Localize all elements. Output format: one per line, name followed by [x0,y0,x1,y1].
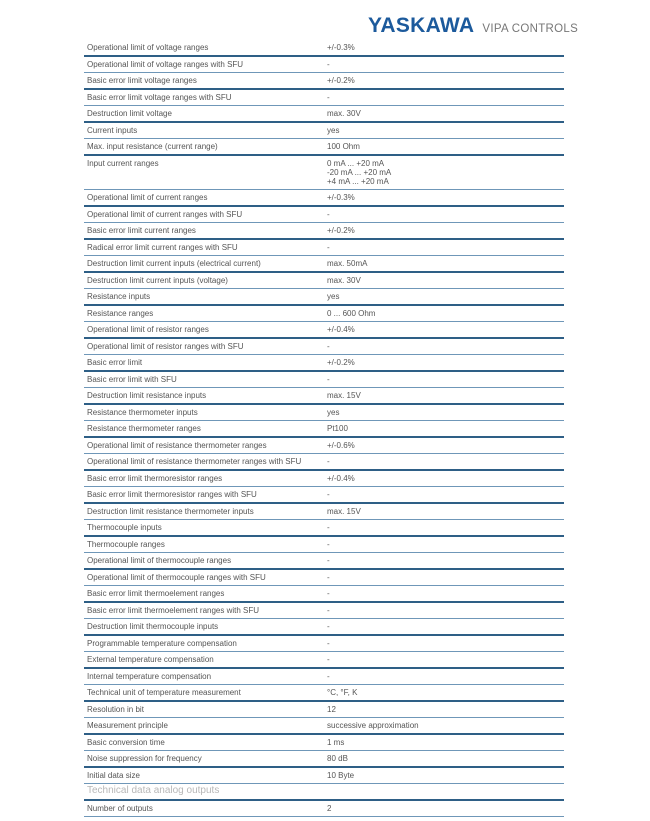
row-label: Resistance thermometer inputs [87,408,198,417]
row-value: +/-0.4% [327,474,355,483]
row-label: Operational limit of voltage ranges [87,43,209,52]
table-row [84,223,564,240]
row-label: Resolution in bit [87,705,144,714]
row-label: Basic error limit [87,358,143,367]
row-label: Basic error limit thermoresistor ranges with SFU [87,490,257,499]
row-value: +/-0.6% [327,441,355,450]
row-label: Operational limit of resistor ranges [87,325,209,334]
row-value: - [327,60,330,69]
row-label: Destruction limit resistance thermometer inputs [87,507,254,516]
row-value: - [327,457,330,466]
table-row [84,190,564,207]
row-label: Destruction limit thermocouple inputs [87,622,219,631]
row-label: Basic conversion time [87,738,165,747]
row-value: - [327,589,330,598]
row-value: +/-0.2% [327,226,355,235]
row-label: Noise suppression for frequency [87,754,202,763]
row-value: max. 30V [327,109,361,118]
row-label: Input current ranges [87,159,159,168]
row-value: - [327,639,330,648]
technical-data-table [84,40,564,784]
row-label: Basic error limit voltage ranges [87,76,197,85]
row-value: +/-0.2% [327,76,355,85]
table-row [84,669,564,685]
row-label: Operational limit of resistor ranges with SFU [87,342,244,351]
row-value: 12 [327,705,336,714]
table-row [84,207,564,223]
table-row [84,619,564,636]
row-value: yes [327,126,340,135]
table-row [84,405,564,421]
table-row [84,256,564,273]
row-label: Technical unit of temperature measurement [87,688,241,697]
table-row [84,57,564,73]
table-row [84,685,564,702]
table-row [84,487,564,504]
row-label: Programmable temperature compensation [87,639,237,648]
row-value: 0 mA ... +20 mA -20 mA ... +20 mA +4 mA ... +20 mA [327,159,392,186]
row-value: 2 [327,804,332,813]
table-row [84,718,564,735]
row-label: Initial data size [87,771,140,780]
table-row [84,636,564,652]
row-value: max. 15V [327,391,361,400]
row-label: Operational limit of resistance thermometer ranges with SFU [87,457,302,466]
table-row [84,289,564,306]
table-row [84,306,564,322]
row-value: yes [327,408,340,417]
table-row [84,454,564,471]
row-label: Basic error limit voltage ranges with SFU [87,93,232,102]
row-value: - [327,243,330,252]
row-label: Operational limit of current ranges [87,193,208,202]
row-value: successive approximation [327,721,419,730]
row-value: - [327,606,330,615]
table-row [84,421,564,438]
row-label: Thermocouple inputs [87,523,162,532]
table-row [84,504,564,520]
row-value: max. 50mA [327,259,368,268]
row-label: Resistance ranges [87,309,154,318]
row-value: +/-0.2% [327,358,355,367]
row-label: Operational limit of thermocouple ranges [87,556,232,565]
table-row [84,735,564,751]
table-row [84,438,564,454]
row-label: Measurement principle [87,721,168,730]
table-row [84,801,564,817]
table-row [84,273,564,289]
yaskawa-logo [368,14,578,38]
table-row [84,372,564,388]
row-value: max. 30V [327,276,361,285]
row-label: Max. input resistance (current range) [87,142,218,151]
row-label: Resistance thermometer ranges [87,424,201,433]
table-row [84,603,564,619]
row-label: Destruction limit resistance inputs [87,391,207,400]
row-label: Destruction limit current inputs (electrical current) [87,259,261,268]
table-row [84,702,564,718]
table-row [84,355,564,372]
section-title: Technical data analog outputs [87,785,220,796]
row-value: °C, °F, K [327,688,358,697]
row-label: Operational limit of thermocouple ranges with SFU [87,573,266,582]
table-row [84,751,564,768]
row-value: Pt100 [327,424,348,433]
row-value: - [327,540,330,549]
logo-subtitle: VIPA CONTROLS [482,23,579,35]
row-label: Destruction limit voltage [87,109,172,118]
table-row [84,123,564,139]
row-value: - [327,342,330,351]
row-label: Radical error limit current ranges with SFU [87,243,238,252]
row-value: 1 ms [327,738,345,747]
table-row [84,553,564,570]
table-row [84,240,564,256]
row-value: - [327,573,330,582]
table-row [84,471,564,487]
logo-brand: YASKAWA [368,14,475,37]
table-row [84,139,564,156]
row-value: - [327,210,330,219]
row-value: +/-0.3% [327,43,355,52]
row-value: 0 ... 600 Ohm [327,309,376,318]
row-value: - [327,93,330,102]
table-row [84,537,564,553]
row-label: Basic error limit thermoelement ranges with SFU [87,606,260,615]
row-value: 80 dB [327,754,348,763]
row-label: Basic error limit thermoelement ranges [87,589,225,598]
row-label: Destruction limit current inputs (voltage) [87,276,228,285]
row-value: 100 Ohm [327,142,360,151]
table-row [84,768,564,784]
row-label: Current inputs [87,126,138,135]
analog-outputs-table [84,799,564,817]
row-value: - [327,672,330,681]
row-value: - [327,490,330,499]
row-label: Operational limit of resistance thermometer ranges [87,441,267,450]
table-row [84,40,564,57]
row-label: Operational limit of voltage ranges with SFU [87,60,244,69]
table-row [84,322,564,339]
row-label: Operational limit of current ranges with SFU [87,210,243,219]
table-row [84,652,564,669]
row-label: Basic error limit thermoresistor ranges [87,474,223,483]
row-label: Basic error limit with SFU [87,375,177,384]
row-label: Number of outputs [87,804,153,813]
row-value: +/-0.4% [327,325,355,334]
table-row [84,90,564,106]
row-value: +/-0.3% [327,193,355,202]
table-row [84,520,564,537]
row-label: Thermocouple ranges [87,540,165,549]
table-row [84,570,564,586]
table-row [84,388,564,405]
row-value: max. 15V [327,507,361,516]
row-label: Resistance inputs [87,292,151,301]
row-value: - [327,622,330,631]
table-row [84,106,564,123]
row-value: yes [327,292,340,301]
table-row [84,586,564,603]
row-label: Internal temperature compensation [87,672,212,681]
table-row [84,156,564,190]
table-row [84,339,564,355]
row-value: - [327,523,330,532]
row-value: - [327,556,330,565]
row-value: 10 Byte [327,771,355,780]
row-label: Basic error limit current ranges [87,226,196,235]
row-value: - [327,655,330,664]
table-row [84,73,564,90]
row-value: - [327,375,330,384]
row-label: External temperature compensation [87,655,214,664]
